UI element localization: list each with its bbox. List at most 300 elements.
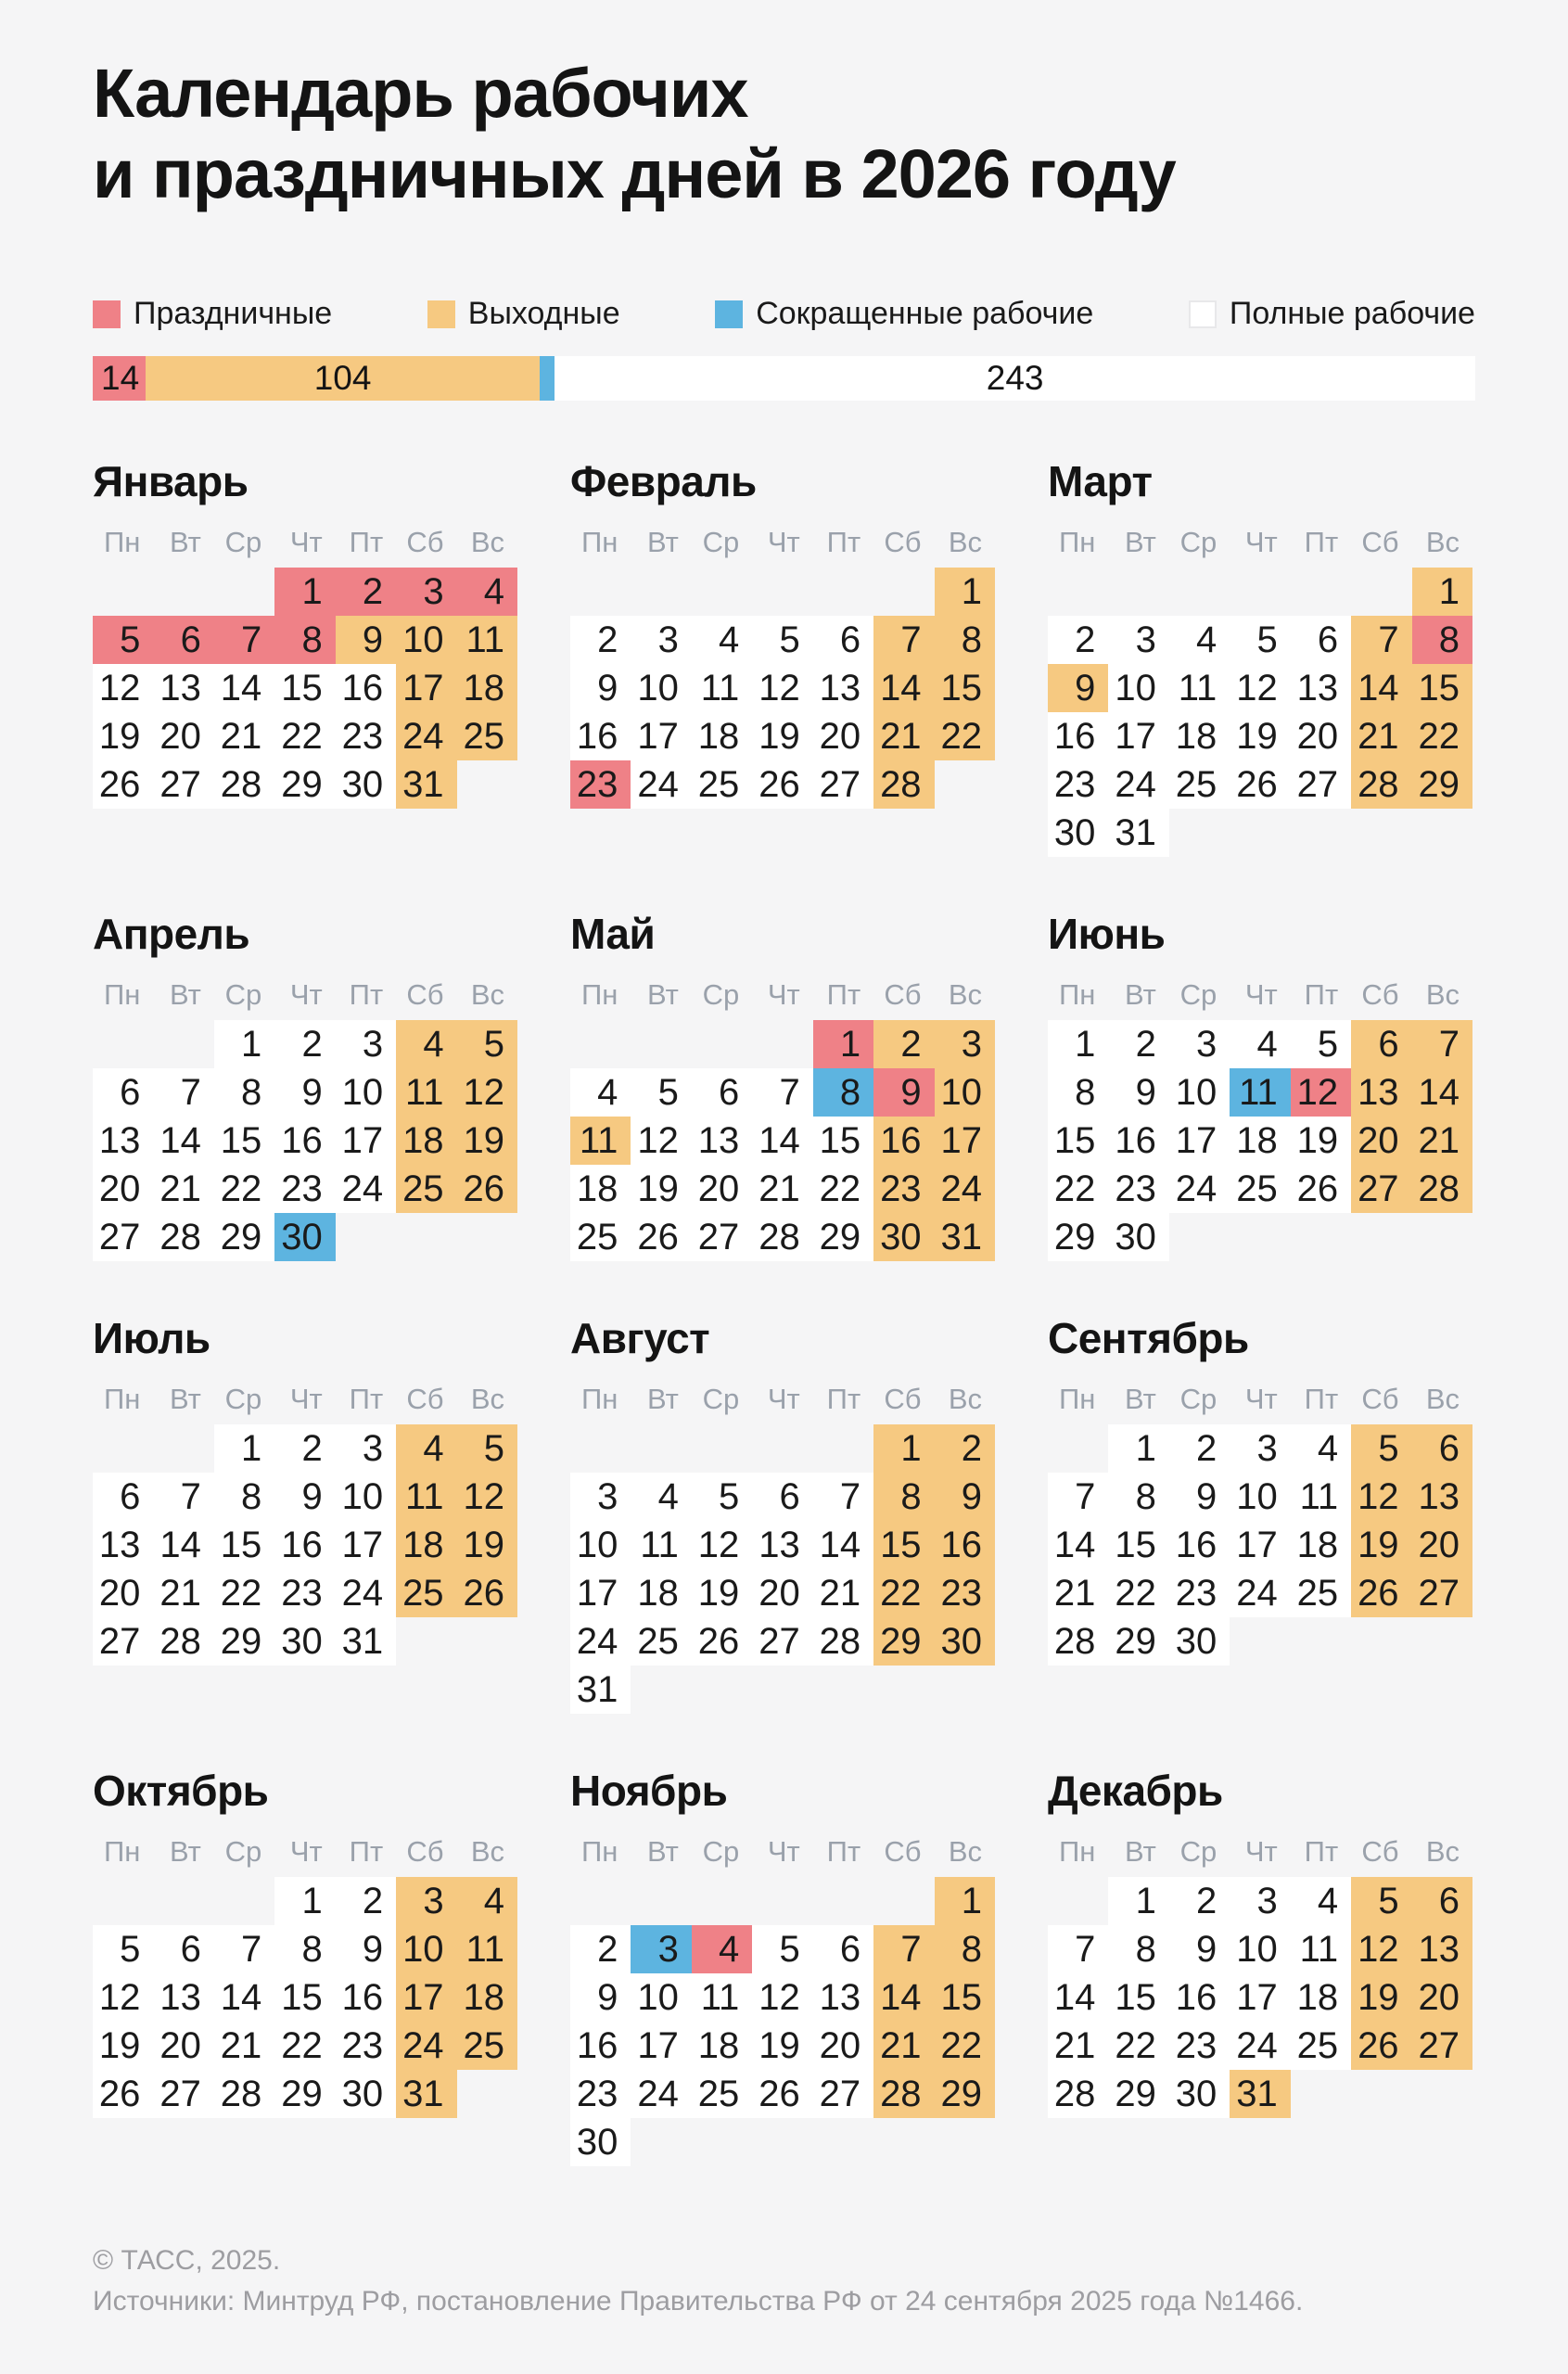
day-cell: 12 bbox=[93, 1973, 153, 2022]
day-cell: 15 bbox=[1108, 1521, 1168, 1569]
weekday-label: Пт bbox=[349, 978, 384, 1012]
legend-item bbox=[715, 296, 1093, 332]
day-cell: 6 bbox=[1412, 1877, 1472, 1925]
day-cell: 25 bbox=[1291, 1569, 1351, 1617]
weekday-label: Вт bbox=[169, 978, 201, 1012]
day-cell: 20 bbox=[153, 712, 213, 760]
empty-cell bbox=[752, 1424, 812, 1473]
weekday-label: Вс bbox=[948, 1835, 982, 1869]
day-cell: 10 bbox=[1108, 664, 1168, 712]
day-grid bbox=[570, 1424, 995, 1714]
weekday-label: Пн bbox=[1059, 978, 1096, 1012]
day-cell: 7 bbox=[873, 1925, 934, 1973]
day-grid bbox=[1048, 1877, 1472, 2118]
day-cell: 16 bbox=[274, 1521, 335, 1569]
day-cell: 3 bbox=[1169, 1020, 1230, 1068]
empty-cell bbox=[813, 568, 873, 616]
day-cell: 9 bbox=[1169, 1925, 1230, 1973]
day-cell: 7 bbox=[1048, 1925, 1108, 1973]
day-cell: 18 bbox=[1169, 712, 1230, 760]
day-cell: 24 bbox=[1108, 760, 1168, 809]
day-cell: 5 bbox=[457, 1020, 517, 1068]
bar-segment-value: 14 bbox=[101, 359, 140, 398]
day-cell: 2 bbox=[1169, 1877, 1230, 1925]
weekday-label: Вт bbox=[1124, 978, 1156, 1012]
empty-cell bbox=[93, 1877, 153, 1925]
day-cell: 11 bbox=[457, 616, 517, 664]
month-block bbox=[1048, 1313, 1472, 1666]
day-cell: 19 bbox=[1230, 712, 1290, 760]
footer bbox=[93, 2240, 1475, 2321]
weekday-label: Вс bbox=[1425, 526, 1460, 559]
weekday-label: Сб bbox=[884, 526, 922, 559]
weekday-label: Чт bbox=[289, 978, 323, 1012]
empty-cell bbox=[1169, 568, 1230, 616]
day-cell: 29 bbox=[813, 1213, 873, 1261]
day-cell: 5 bbox=[752, 616, 812, 664]
day-cell: 18 bbox=[631, 1569, 691, 1617]
day-cell: 8 bbox=[1048, 1068, 1108, 1117]
weekday-label: Пн bbox=[104, 1835, 141, 1869]
empty-cell bbox=[1048, 1877, 1108, 1925]
month-title: Сентябрь bbox=[1048, 1314, 1249, 1363]
day-cell: 1 bbox=[1412, 568, 1472, 616]
day-cell: 3 bbox=[631, 616, 691, 664]
day-cell: 11 bbox=[1230, 1068, 1290, 1117]
day-cell: 1 bbox=[214, 1424, 274, 1473]
day-cell: 26 bbox=[1291, 1165, 1351, 1213]
empty-cell bbox=[752, 1020, 812, 1068]
day-cell: 13 bbox=[153, 664, 213, 712]
weekday-label: Вт bbox=[1124, 526, 1156, 559]
weekday-label: Чт bbox=[289, 1835, 323, 1869]
weekday-row bbox=[93, 976, 517, 1015]
day-cell: 1 bbox=[935, 568, 995, 616]
day-cell: 12 bbox=[1351, 1473, 1411, 1521]
day-cell: 20 bbox=[1351, 1117, 1411, 1165]
day-cell: 17 bbox=[1230, 1521, 1290, 1569]
day-cell: 25 bbox=[570, 1213, 631, 1261]
legend bbox=[93, 296, 1475, 332]
day-cell: 16 bbox=[1108, 1117, 1168, 1165]
day-cell: 13 bbox=[1412, 1473, 1472, 1521]
day-cell: 2 bbox=[274, 1424, 335, 1473]
legend-label: Выходные bbox=[467, 296, 620, 332]
day-cell: 25 bbox=[1169, 760, 1230, 809]
weekday-label: Пт bbox=[1304, 978, 1339, 1012]
day-cell: 31 bbox=[396, 2070, 456, 2118]
day-cell: 28 bbox=[1048, 1617, 1108, 1666]
day-cell: 29 bbox=[1108, 2070, 1168, 2118]
weekday-row bbox=[93, 1832, 517, 1871]
day-cell: 21 bbox=[1351, 712, 1411, 760]
day-cell: 15 bbox=[1412, 664, 1472, 712]
day-cell: 20 bbox=[752, 1569, 812, 1617]
day-cell: 26 bbox=[457, 1165, 517, 1213]
day-cell: 15 bbox=[813, 1117, 873, 1165]
day-cell: 5 bbox=[1291, 1020, 1351, 1068]
day-cell: 23 bbox=[1169, 2022, 1230, 2070]
empty-cell bbox=[752, 1877, 812, 1925]
day-cell: 5 bbox=[692, 1473, 752, 1521]
day-cell: 20 bbox=[1412, 1521, 1472, 1569]
day-cell: 10 bbox=[935, 1068, 995, 1117]
day-cell: 26 bbox=[93, 760, 153, 809]
day-cell: 19 bbox=[752, 2022, 812, 2070]
day-cell: 10 bbox=[1230, 1473, 1290, 1521]
day-cell: 18 bbox=[1230, 1117, 1290, 1165]
empty-cell bbox=[93, 1020, 153, 1068]
empty-cell bbox=[153, 1020, 213, 1068]
day-cell: 23 bbox=[274, 1569, 335, 1617]
weekday-label: Чт bbox=[1244, 526, 1278, 559]
weekday-label: Пт bbox=[1304, 1835, 1339, 1869]
day-cell: 2 bbox=[935, 1424, 995, 1473]
day-cell: 22 bbox=[873, 1569, 934, 1617]
day-cell: 3 bbox=[1108, 616, 1168, 664]
day-cell: 12 bbox=[1291, 1068, 1351, 1117]
empty-cell bbox=[570, 1424, 631, 1473]
day-cell: 14 bbox=[813, 1521, 873, 1569]
month-title: Июнь bbox=[1048, 910, 1166, 959]
day-cell: 15 bbox=[935, 1973, 995, 2022]
day-cell: 5 bbox=[457, 1424, 517, 1473]
day-cell: 3 bbox=[396, 1877, 456, 1925]
day-cell: 6 bbox=[153, 1925, 213, 1973]
month-title: Июль bbox=[93, 1314, 210, 1363]
bar-segment-work bbox=[555, 356, 1475, 401]
day-cell: 1 bbox=[935, 1877, 995, 1925]
day-cell: 13 bbox=[1412, 1925, 1472, 1973]
weekday-label: Вт bbox=[646, 526, 679, 559]
day-cell: 21 bbox=[873, 2022, 934, 2070]
day-cell: 1 bbox=[1108, 1424, 1168, 1473]
day-cell: 4 bbox=[692, 616, 752, 664]
empty-cell bbox=[813, 1877, 873, 1925]
day-cell: 25 bbox=[1230, 1165, 1290, 1213]
day-cell: 5 bbox=[1351, 1424, 1411, 1473]
day-cell: 11 bbox=[396, 1068, 456, 1117]
day-cell: 4 bbox=[1291, 1424, 1351, 1473]
day-cell: 7 bbox=[752, 1068, 812, 1117]
day-cell: 2 bbox=[274, 1020, 335, 1068]
day-cell: 4 bbox=[1291, 1877, 1351, 1925]
day-cell: 8 bbox=[274, 1925, 335, 1973]
weekday-label: Пт bbox=[349, 1383, 384, 1416]
month-title: Декабрь bbox=[1048, 1767, 1223, 1816]
weekday-label: Вт bbox=[169, 1835, 201, 1869]
day-cell: 21 bbox=[873, 712, 934, 760]
legend-swatch-icon bbox=[715, 300, 743, 328]
day-cell: 19 bbox=[1351, 1521, 1411, 1569]
empty-cell bbox=[1230, 568, 1290, 616]
weekday-label: Пт bbox=[826, 1835, 861, 1869]
legend-item bbox=[1189, 296, 1475, 332]
weekday-label: Ср bbox=[1179, 526, 1217, 559]
day-cell: 28 bbox=[153, 1213, 213, 1261]
day-cell: 21 bbox=[214, 712, 274, 760]
day-cell: 5 bbox=[93, 616, 153, 664]
day-cell: 16 bbox=[1048, 712, 1108, 760]
empty-cell bbox=[214, 568, 274, 616]
day-cell: 17 bbox=[1108, 712, 1168, 760]
day-cell: 16 bbox=[935, 1521, 995, 1569]
empty-cell bbox=[1291, 568, 1351, 616]
month-block bbox=[570, 1313, 995, 1714]
day-cell: 25 bbox=[396, 1165, 456, 1213]
empty-cell bbox=[692, 1020, 752, 1068]
day-cell: 30 bbox=[1169, 1617, 1230, 1666]
day-cell: 29 bbox=[873, 1617, 934, 1666]
day-cell: 6 bbox=[752, 1473, 812, 1521]
day-cell: 24 bbox=[1230, 1569, 1290, 1617]
day-cell: 8 bbox=[214, 1068, 274, 1117]
day-cell: 20 bbox=[93, 1165, 153, 1213]
weekday-label: Сб bbox=[1361, 1383, 1399, 1416]
day-cell: 27 bbox=[1412, 2022, 1472, 2070]
day-cell: 15 bbox=[873, 1521, 934, 1569]
legend-label: Сокращенные рабочие bbox=[756, 296, 1094, 332]
empty-cell bbox=[873, 568, 934, 616]
weekday-label: Пн bbox=[581, 526, 618, 559]
day-cell: 9 bbox=[1048, 664, 1108, 712]
day-cell: 7 bbox=[214, 616, 274, 664]
month-title: Апрель bbox=[93, 910, 250, 959]
day-cell: 9 bbox=[1169, 1473, 1230, 1521]
day-cell: 22 bbox=[1108, 2022, 1168, 2070]
month-block bbox=[570, 1766, 995, 2166]
day-cell: 28 bbox=[153, 1617, 213, 1666]
day-cell: 11 bbox=[396, 1473, 456, 1521]
day-cell: 10 bbox=[396, 616, 456, 664]
day-cell: 28 bbox=[873, 760, 934, 809]
day-cell: 24 bbox=[935, 1165, 995, 1213]
day-cell: 10 bbox=[1169, 1068, 1230, 1117]
day-cell: 26 bbox=[752, 760, 812, 809]
day-cell: 12 bbox=[457, 1068, 517, 1117]
weekday-label: Пт bbox=[1304, 1383, 1339, 1416]
day-cell: 5 bbox=[93, 1925, 153, 1973]
day-cell: 17 bbox=[1230, 1973, 1290, 2022]
day-cell: 3 bbox=[631, 1925, 691, 1973]
day-cell: 31 bbox=[935, 1213, 995, 1261]
day-grid bbox=[570, 1020, 995, 1261]
weekday-label: Вс bbox=[948, 1383, 982, 1416]
weekday-label: Ср bbox=[1179, 1383, 1217, 1416]
day-cell: 4 bbox=[1169, 616, 1230, 664]
month-block bbox=[1048, 456, 1472, 857]
weekday-label: Пн bbox=[1059, 1835, 1096, 1869]
month-block bbox=[570, 456, 995, 809]
day-cell: 6 bbox=[93, 1068, 153, 1117]
weekday-label: Вс bbox=[1425, 1835, 1460, 1869]
day-cell: 5 bbox=[752, 1925, 812, 1973]
bar-segment-value: 243 bbox=[986, 359, 1044, 398]
month-title: Ноябрь bbox=[570, 1767, 728, 1816]
day-cell: 15 bbox=[935, 664, 995, 712]
day-cell: 28 bbox=[1412, 1165, 1472, 1213]
empty-cell bbox=[570, 1877, 631, 1925]
day-cell: 30 bbox=[336, 760, 396, 809]
weekday-row bbox=[1048, 1380, 1472, 1419]
weekday-label: Вс bbox=[470, 978, 504, 1012]
day-cell: 1 bbox=[1108, 1877, 1168, 1925]
day-cell: 19 bbox=[93, 2022, 153, 2070]
day-cell: 21 bbox=[1412, 1117, 1472, 1165]
day-cell: 18 bbox=[692, 2022, 752, 2070]
day-cell: 27 bbox=[1412, 1569, 1472, 1617]
weekday-label: Ср bbox=[224, 978, 262, 1012]
weekday-label: Ср bbox=[224, 1383, 262, 1416]
day-cell: 26 bbox=[1351, 2022, 1411, 2070]
day-cell: 14 bbox=[153, 1521, 213, 1569]
weekday-label: Пн bbox=[581, 1383, 618, 1416]
day-cell: 16 bbox=[336, 664, 396, 712]
day-cell: 23 bbox=[570, 2070, 631, 2118]
bar-segment-value: 104 bbox=[313, 359, 372, 398]
page-title-line1: Календарь рабочих bbox=[93, 55, 748, 132]
day-cell: 26 bbox=[457, 1569, 517, 1617]
month-title: Февраль bbox=[570, 457, 757, 506]
day-cell: 11 bbox=[1291, 1925, 1351, 1973]
weekday-label: Ср bbox=[702, 1835, 740, 1869]
day-cell: 9 bbox=[570, 1973, 631, 2022]
weekday-label: Вс bbox=[948, 978, 982, 1012]
day-cell: 14 bbox=[153, 1117, 213, 1165]
day-cell: 15 bbox=[214, 1521, 274, 1569]
day-cell: 21 bbox=[752, 1165, 812, 1213]
day-cell: 12 bbox=[752, 664, 812, 712]
weekday-label: Вт bbox=[1124, 1383, 1156, 1416]
weekday-label: Вт bbox=[169, 526, 201, 559]
day-cell: 30 bbox=[274, 1617, 335, 1666]
day-cell: 27 bbox=[813, 760, 873, 809]
weekday-label: Сб bbox=[406, 1383, 444, 1416]
day-cell: 18 bbox=[1291, 1973, 1351, 2022]
month-block bbox=[93, 456, 517, 809]
day-cell: 8 bbox=[935, 616, 995, 664]
day-cell: 23 bbox=[1108, 1165, 1168, 1213]
empty-cell bbox=[1108, 568, 1168, 616]
day-cell: 8 bbox=[873, 1473, 934, 1521]
day-cell: 10 bbox=[631, 1973, 691, 2022]
weekday-label: Чт bbox=[1244, 978, 1278, 1012]
day-cell: 11 bbox=[570, 1117, 631, 1165]
day-cell: 10 bbox=[396, 1925, 456, 1973]
day-cell: 19 bbox=[692, 1569, 752, 1617]
weekday-row bbox=[93, 1380, 517, 1419]
day-cell: 3 bbox=[1230, 1424, 1290, 1473]
weekday-label: Вт bbox=[646, 978, 679, 1012]
day-cell: 29 bbox=[214, 1213, 274, 1261]
day-cell: 25 bbox=[1291, 2022, 1351, 2070]
day-cell: 7 bbox=[1412, 1020, 1472, 1068]
weekday-label: Пт bbox=[826, 978, 861, 1012]
empty-cell bbox=[631, 1020, 691, 1068]
bar-segment-short bbox=[540, 356, 555, 401]
day-cell: 20 bbox=[692, 1165, 752, 1213]
day-cell: 2 bbox=[336, 1877, 396, 1925]
day-cell: 2 bbox=[570, 1925, 631, 1973]
weekday-label: Чт bbox=[1244, 1835, 1278, 1869]
day-cell: 8 bbox=[813, 1068, 873, 1117]
day-cell: 23 bbox=[935, 1569, 995, 1617]
weekday-label: Вс bbox=[1425, 978, 1460, 1012]
day-cell: 24 bbox=[570, 1617, 631, 1666]
day-cell: 14 bbox=[1048, 1521, 1108, 1569]
day-cell: 4 bbox=[396, 1424, 456, 1473]
day-cell: 31 bbox=[1108, 809, 1168, 857]
day-cell: 14 bbox=[873, 664, 934, 712]
day-cell: 17 bbox=[396, 1973, 456, 2022]
day-cell: 16 bbox=[336, 1973, 396, 2022]
weekday-label: Ср bbox=[702, 1383, 740, 1416]
day-cell: 26 bbox=[752, 2070, 812, 2118]
day-cell: 7 bbox=[873, 616, 934, 664]
day-cell: 24 bbox=[396, 712, 456, 760]
day-cell: 11 bbox=[631, 1521, 691, 1569]
day-cell: 25 bbox=[396, 1569, 456, 1617]
day-cell: 27 bbox=[752, 1617, 812, 1666]
day-cell: 1 bbox=[274, 1877, 335, 1925]
day-cell: 17 bbox=[396, 664, 456, 712]
day-cell: 8 bbox=[214, 1473, 274, 1521]
empty-cell bbox=[752, 568, 812, 616]
day-cell: 4 bbox=[457, 568, 517, 616]
day-cell: 22 bbox=[1108, 1569, 1168, 1617]
day-cell: 8 bbox=[1412, 616, 1472, 664]
day-cell: 9 bbox=[1108, 1068, 1168, 1117]
day-cell: 12 bbox=[1351, 1925, 1411, 1973]
month-block bbox=[1048, 1766, 1472, 2118]
empty-cell bbox=[570, 1020, 631, 1068]
day-cell: 6 bbox=[813, 1925, 873, 1973]
day-cell: 28 bbox=[214, 2070, 274, 2118]
weekday-label: Ср bbox=[1179, 978, 1217, 1012]
day-cell: 7 bbox=[153, 1473, 213, 1521]
day-cell: 7 bbox=[214, 1925, 274, 1973]
day-cell: 12 bbox=[752, 1973, 812, 2022]
weekday-row bbox=[570, 976, 995, 1015]
empty-cell bbox=[570, 568, 631, 616]
day-cell: 26 bbox=[692, 1617, 752, 1666]
day-cell: 11 bbox=[692, 664, 752, 712]
day-cell: 18 bbox=[396, 1117, 456, 1165]
day-cell: 29 bbox=[1412, 760, 1472, 809]
day-cell: 9 bbox=[873, 1068, 934, 1117]
day-cell: 14 bbox=[1048, 1973, 1108, 2022]
day-cell: 18 bbox=[457, 664, 517, 712]
day-cell: 28 bbox=[1048, 2070, 1108, 2118]
weekday-label: Сб bbox=[884, 978, 922, 1012]
month-title: Март bbox=[1048, 457, 1153, 506]
day-cell: 19 bbox=[752, 712, 812, 760]
copyright-line: © ТАСС, 2025. bbox=[93, 2245, 281, 2277]
day-cell: 4 bbox=[457, 1877, 517, 1925]
day-cell: 22 bbox=[935, 712, 995, 760]
day-cell: 25 bbox=[457, 712, 517, 760]
day-cell: 26 bbox=[1351, 1569, 1411, 1617]
day-cell: 28 bbox=[1351, 760, 1411, 809]
day-cell: 14 bbox=[752, 1117, 812, 1165]
day-cell: 24 bbox=[336, 1569, 396, 1617]
day-cell: 9 bbox=[336, 616, 396, 664]
weekday-label: Пн bbox=[581, 1835, 618, 1869]
empty-cell bbox=[153, 568, 213, 616]
day-cell: 30 bbox=[1169, 2070, 1230, 2118]
weekday-label: Пн bbox=[104, 978, 141, 1012]
empty-cell bbox=[214, 1877, 274, 1925]
